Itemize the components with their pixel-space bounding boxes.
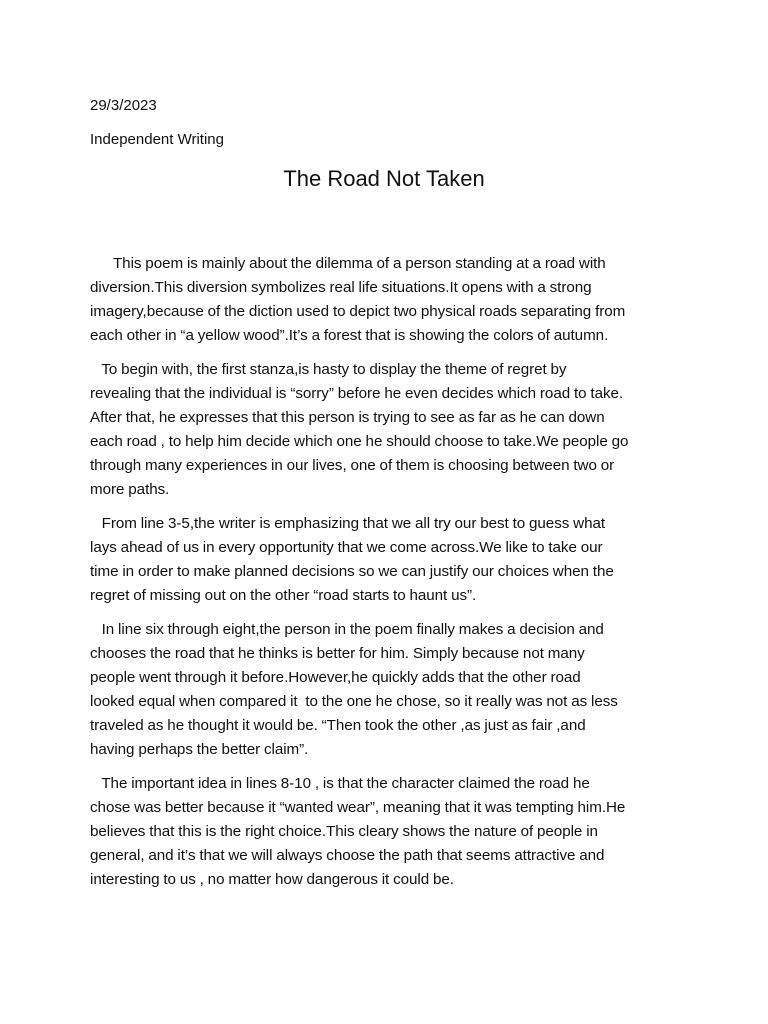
paragraph-line: more paths. xyxy=(90,481,170,498)
paragraph-line: traveled as he thought it would be. “Then took the other ,as just as fair ,and xyxy=(90,717,586,734)
paragraph-line: time in order to make planned decisions so we can justify our choices when the xyxy=(90,563,614,580)
paragraph-line: chose was better because it “wanted wear”, meaning that it was tempting him.He xyxy=(90,799,626,816)
paragraph-line: After that, he expresses that this person is trying to see as far as he can down xyxy=(90,409,605,426)
paragraph-line: revealing that the individual is “sorry” before he even decides which road to take. xyxy=(90,385,624,402)
paragraph-1 xyxy=(90,252,690,348)
document-subtitle: Independent Writing xyxy=(90,131,224,148)
paragraph-line: This poem is mainly about the dilemma of a person standing at a road with xyxy=(90,255,606,272)
paragraph-5 xyxy=(90,772,690,892)
document-title: The Road Not Taken xyxy=(283,166,485,191)
paragraph-2 xyxy=(90,358,690,502)
paragraph-line: through many experiences in our lives, one of them is choosing between two or xyxy=(90,457,615,474)
paragraph-line: lays ahead of us in every opportunity that we come across.We like to take our xyxy=(90,539,603,556)
paragraph-4 xyxy=(90,618,690,762)
paragraph-line: interesting to us , no matter how dangerous it could be. xyxy=(90,871,454,888)
paragraph-line: each road , to help him decide which one he should choose to take.We people go xyxy=(90,433,629,450)
paragraph-line: regret of missing out on the other “road starts to haunt us”. xyxy=(90,587,477,604)
paragraph-line: believes that this is the right choice.This cleary shows the nature of people in xyxy=(90,823,598,840)
paragraph-line: looked equal when compared it to the one he chose, so it really was not as less xyxy=(90,693,618,710)
paragraph-line: people went through it before.However,he quickly adds that the other road xyxy=(90,669,581,686)
paragraph-line: From line 3-5,the writer is emphasizing that we all try our best to guess what xyxy=(90,515,606,532)
paragraph-line: chooses the road that he thinks is better for him. Simply because not many xyxy=(90,645,585,662)
paragraph-line: In line six through eight,the person in the poem finally makes a decision and xyxy=(90,621,604,638)
paragraph-line: diversion.This diversion symbolizes real life situations.It opens with a strong xyxy=(90,279,592,296)
paragraph-line: each other in “a yellow wood”.It’s a forest that is showing the colors of autumn. xyxy=(90,327,609,344)
paragraph-line: The important idea in lines 8-10 , is that the character claimed the road he xyxy=(90,775,590,792)
document-date: 29/3/2023 xyxy=(90,97,157,114)
paragraph-line: imagery,because of the diction used to depict two physical roads separating from xyxy=(90,303,626,320)
document-body xyxy=(90,252,690,902)
paragraph-line: To begin with, the first stanza,is hasty to display the theme of regret by xyxy=(90,361,567,378)
paragraph-line: general, and it’s that we will always choose the path that seems attractive and xyxy=(90,847,605,864)
paragraph-3 xyxy=(90,512,690,608)
paragraph-line: having perhaps the better claim”. xyxy=(90,741,309,758)
